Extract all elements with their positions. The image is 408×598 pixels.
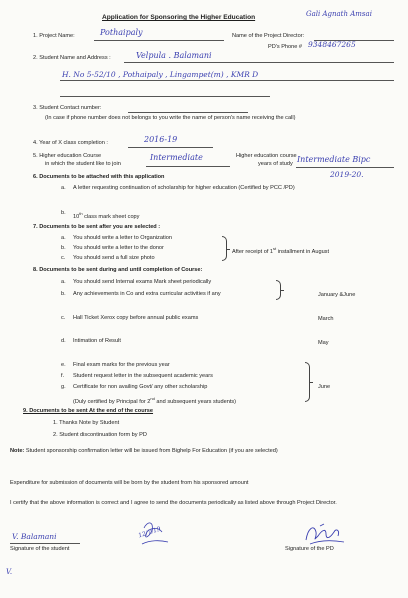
s8-efg-when: June: [318, 384, 331, 390]
s8-d-marker: d.: [61, 338, 66, 344]
hecourse-label-2: years of study: [258, 161, 293, 167]
course-value: Intermediate: [150, 153, 203, 162]
s6-title: 6. Documents to be attached with this application: [33, 174, 165, 180]
phone-label: PD's Phone #: [268, 44, 303, 50]
course-label: 5. Higher education Course: [33, 153, 102, 159]
years-value: 2019-20.: [330, 170, 364, 179]
project-name-line: [94, 40, 224, 41]
pd-signature-label: Signature of the PD: [285, 546, 334, 552]
s8-d-item: Intimation of Result: [73, 338, 121, 344]
contact-line: [128, 112, 248, 113]
hecourse-label: Higher education course: [236, 153, 297, 159]
s8-g-pre: (Duly certified by Principal for 2: [73, 398, 151, 405]
initials-scribble: [140, 518, 170, 546]
certify-text: I certify that the above information is correct and I agree to send the documents periodically as listed above through Project Director.: [10, 500, 337, 506]
pd-signature-scribble: [300, 522, 346, 548]
contact-label: 3. Student Contact number:: [33, 105, 102, 111]
s7-note-post: installment in August: [276, 248, 330, 255]
s8-c-when: March: [318, 316, 334, 322]
course-line: [146, 166, 230, 167]
s8-e-marker: e.: [61, 362, 66, 368]
address-line-1: [60, 80, 394, 81]
year-line: [128, 147, 213, 148]
s8-g-marker: g.: [61, 384, 66, 390]
address-value: H. No 5-52/10 , Pothaipaly , Lingampet(m) , KMR D: [62, 70, 259, 79]
s6-a-item: A letter requesting continuation of scholarship for higher education (Certified by PCC /PD): [73, 185, 295, 191]
student-signature-line: [10, 543, 80, 544]
note-text: Student sponsorship confirmation letter will be issued from Bighelp For Education (if you are selected): [25, 448, 278, 454]
year-value: 2016-19: [144, 135, 178, 144]
s6-b-marker: b.: [61, 210, 66, 216]
s7-b-marker: b.: [61, 245, 66, 251]
s7-a-item: You should write a letter to Organization: [73, 235, 172, 241]
s6-b-sup: th: [79, 211, 83, 216]
student-signature: V. Balamani: [12, 532, 57, 541]
project-name-label: 1. Project Name:: [33, 33, 75, 39]
contact-note: (In case if phone number does not belongs to you write the name of person's name receiving the call): [45, 115, 296, 121]
s7-c-marker: c.: [61, 255, 66, 261]
s6-b-item: [73, 210, 139, 221]
s8-g-sup: nd: [150, 396, 155, 401]
form-title: Application for Sponsoring the Higher Education: [102, 14, 256, 21]
address-line-2: [60, 96, 270, 97]
hecourse-line: [296, 167, 394, 168]
s8-a-marker: a.: [61, 279, 66, 285]
hecourse-value: Intermediate Bipc: [297, 155, 371, 164]
student-signature-label: Signature of the student: [10, 546, 70, 552]
s8-g-post: and subsequent years students): [154, 398, 237, 405]
s9-title: 9. Documents to be sent At the end of the course: [23, 408, 154, 414]
s9-item-1: 1. Thanks Note by Student: [53, 420, 120, 426]
note-block: [10, 448, 395, 455]
s8-f-item: Student request letter in the subsequent academic years: [73, 373, 213, 379]
s7-note-sup: st: [273, 246, 277, 251]
s8-d-when: May: [318, 340, 329, 346]
note-label: Note:: [10, 448, 25, 454]
director-name-value: Gali Agnath Amsai: [306, 10, 372, 18]
s7-note-pre: After receipt of 1: [232, 248, 274, 255]
date-mark: 12/7/19: [137, 525, 162, 540]
s8-ab-when: January &June: [318, 292, 356, 298]
student-line: [124, 62, 394, 63]
corner-mark: V.: [6, 568, 13, 576]
student-name-value: Velpula . Balamani: [136, 51, 212, 60]
s9-item-2: 2. Student discontinuation form by PD: [53, 432, 147, 438]
student-label: 2. Student Name and Address :: [33, 55, 111, 61]
s8-ab-brace: [276, 280, 281, 300]
s7-b-item: You should write a letter to the donor: [73, 245, 164, 251]
s6-b-post: class mark sheet copy: [82, 213, 140, 220]
s8-a-item: You should send Internal exams Mark sheet periodically: [73, 279, 212, 285]
phone-value: 9348467265: [308, 40, 356, 49]
project-name-value: Pothaipaly: [100, 28, 143, 37]
s8-b-marker: b.: [61, 291, 66, 297]
s7-a-marker: a.: [61, 235, 66, 241]
s8-e-item: Final exam marks for the previous year: [73, 362, 170, 368]
s7-note: [232, 245, 329, 256]
director-label: Name of the Project Director:: [232, 33, 305, 39]
s8-c-marker: c.: [61, 315, 66, 321]
expenditure-text: Expenditure for submission of documents will be born by the student from his sponsored amount: [10, 480, 249, 486]
s8-efg-brace: [305, 362, 310, 402]
s7-c-item: You should send a full size photo: [73, 255, 155, 261]
s6-b-pre: 10: [73, 213, 80, 220]
course-label-2: in which the student like to join: [45, 161, 121, 167]
s8-title: 8. Documents to be sent during and until completion of Course:: [33, 267, 203, 273]
s8-g-note: [73, 395, 236, 406]
year-label: 4. Year of X class completion :: [33, 140, 108, 146]
s8-b-item: Any achievements in Co and extra curricular activities if any: [73, 291, 221, 297]
s8-f-marker: f.: [61, 373, 65, 379]
s8-c-item: Hall Ticket Xerox copy before annual public exams: [73, 315, 199, 321]
s8-g-item: Certificate for non availing Govt/ any other scholarship: [73, 384, 208, 390]
s6-a-marker: a.: [61, 185, 66, 191]
s7-brace: [222, 236, 227, 261]
s7-title: 7. Documents to be sent after you are selected :: [33, 224, 161, 230]
